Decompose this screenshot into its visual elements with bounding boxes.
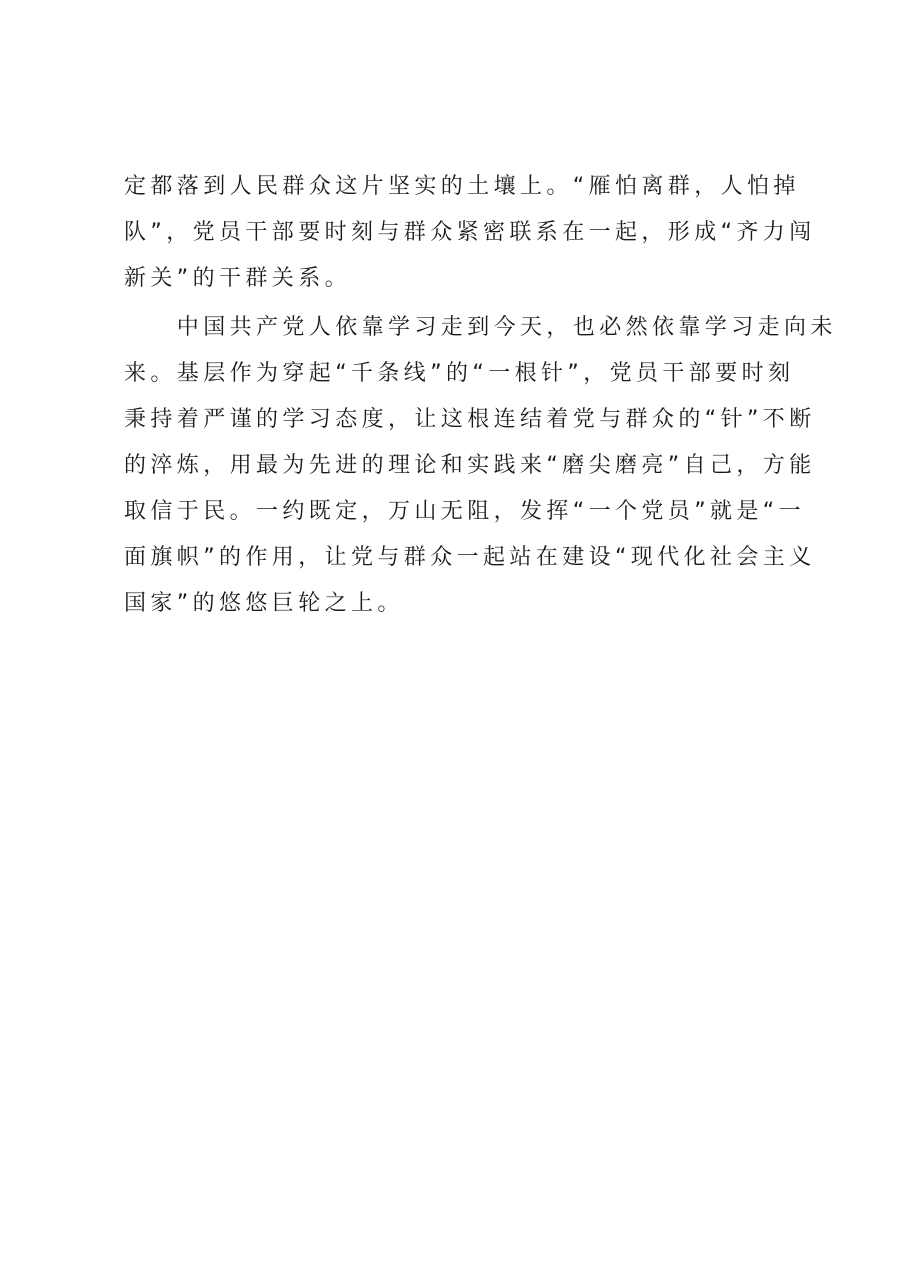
document-body (124, 164, 837, 627)
paragraph-line: 定都落到人民群众这片坚实的土壤上。“雁怕离群，人怕掉 (124, 174, 800, 199)
paragraph-line: 的淬炼，用最为先进的理论和实践来“磨尖磨亮”自己，方能 (124, 453, 816, 478)
paragraph-2 (124, 305, 837, 627)
paragraph-line: 面旗帜”的作用，让党与群众一起站在建设“现代化社会主义 (124, 545, 816, 570)
paragraph-line: 国家”的悠悠巨轮之上。 (124, 591, 404, 616)
paragraph-line: 取信于民。一约既定，万山无阻，发挥“一个党员”就是“一 (124, 499, 805, 524)
paragraph-line: 秉持着严谨的学习态度，让这根连结着党与群众的“针”不断 (124, 407, 816, 432)
paragraph-line: 来。基层作为穿起“千条线”的“一根针”，党员干部要时刻 (124, 361, 795, 386)
paragraph-line: 新关”的干群关系。 (124, 266, 351, 291)
paragraph-line: 队”，党员干部要时刻与群众紧密联系在一起，形成“齐力闯 (124, 220, 816, 245)
paragraph-line: 中国共产党人依靠学习走到今天，也必然依靠学习走向未 (124, 315, 837, 340)
paragraph-1 (124, 164, 816, 302)
